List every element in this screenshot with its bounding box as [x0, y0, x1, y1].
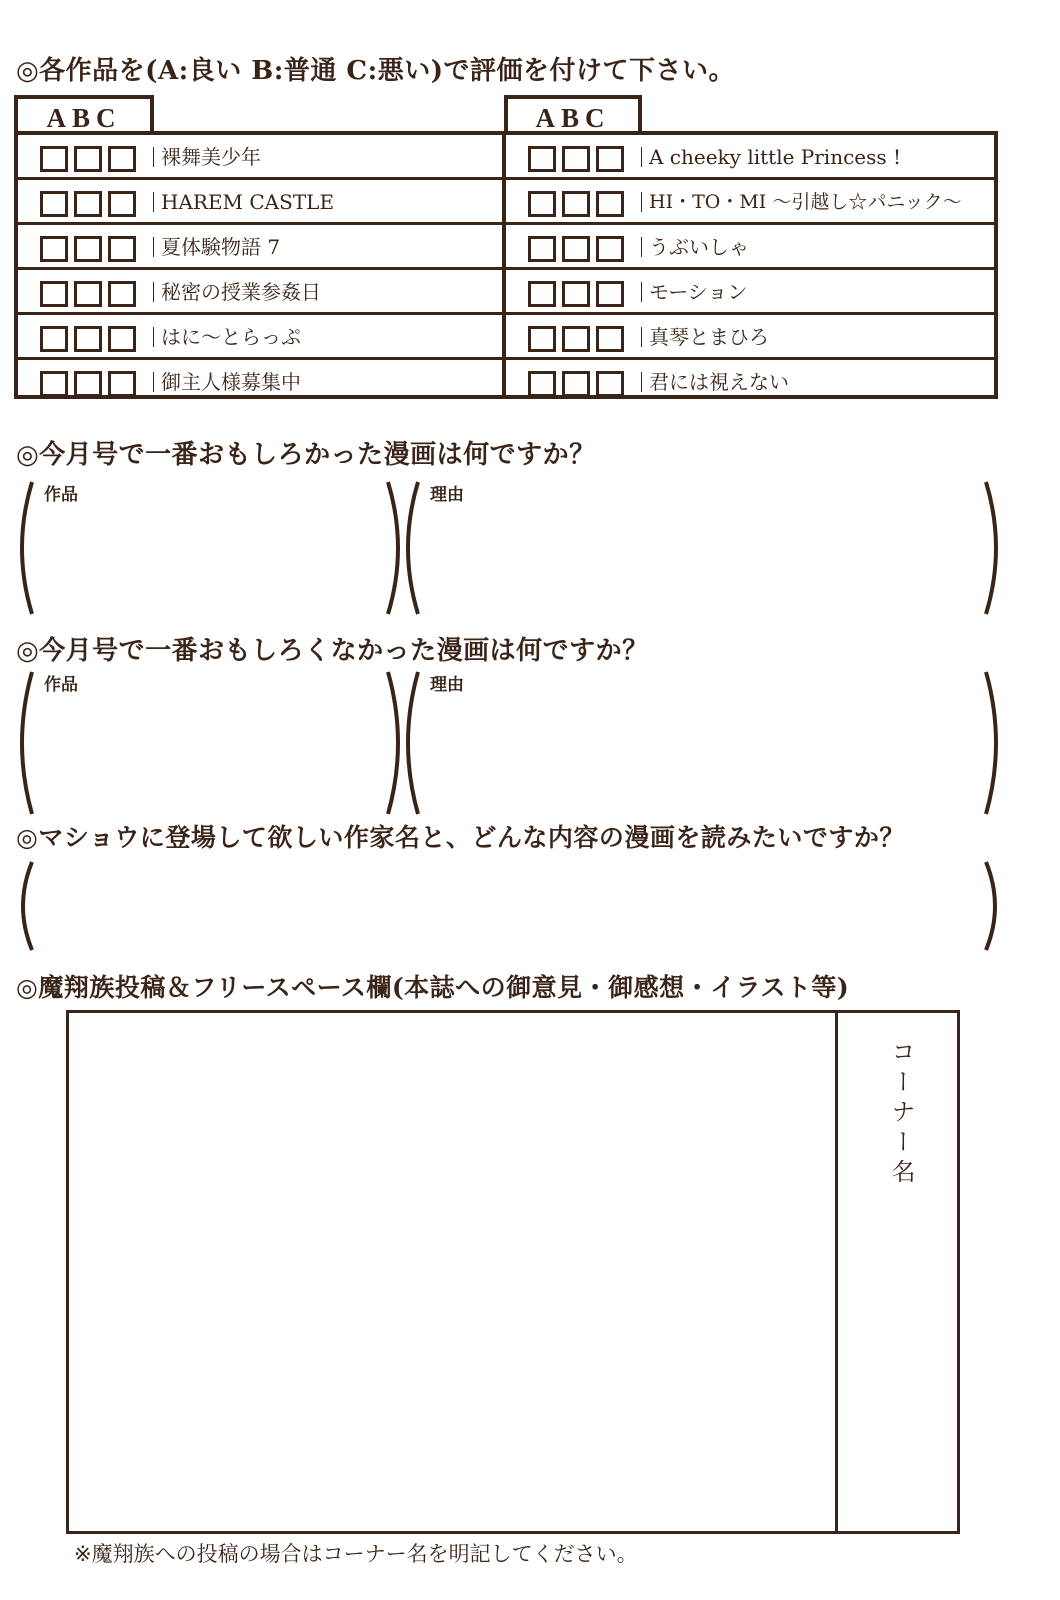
- row-divider: [641, 147, 642, 167]
- rating-checkbox-b[interactable]: [74, 146, 102, 172]
- rating-checkboxes: [40, 146, 136, 172]
- rating-checkboxes: [528, 326, 624, 352]
- best-manga-answer-area: [10, 478, 1000, 618]
- rating-checkbox-b[interactable]: [74, 236, 102, 262]
- row-divider: [153, 237, 154, 257]
- rating-checkbox-b[interactable]: [74, 371, 102, 397]
- work-title: 夏体験物語 7: [161, 235, 281, 259]
- abc-header-right: ABC: [504, 95, 642, 135]
- rating-checkbox-c[interactable]: [108, 326, 136, 352]
- row-divider: [641, 192, 642, 212]
- rating-checkbox-a[interactable]: [40, 236, 68, 262]
- work-title: A cheeky little Princess !: [649, 145, 902, 169]
- work-title: 秘密の授業参姦日: [161, 280, 321, 304]
- best-manga-work-input[interactable]: [46, 508, 380, 612]
- rating-checkboxes: [40, 326, 136, 352]
- rating-checkbox-c[interactable]: [596, 281, 624, 307]
- corner-name-column: [835, 1013, 960, 1531]
- row-divider: [153, 192, 154, 212]
- rating-checkbox-b[interactable]: [74, 281, 102, 307]
- rating-checkbox-a[interactable]: [528, 191, 556, 217]
- row-divider: [153, 282, 154, 302]
- free-space-box: [66, 1010, 960, 1534]
- rating-checkboxes: [528, 146, 624, 172]
- rating-checkbox-b[interactable]: [74, 191, 102, 217]
- work-title: はに〜とらっぷ: [161, 325, 301, 349]
- best-manga-reason-label: 理由: [430, 485, 464, 505]
- author-request-answer-area: [10, 858, 1000, 954]
- free-space-footnote: ※魔翔族への投稿の場合はコーナー名を明記してください。: [74, 1542, 638, 1566]
- work-title: HAREM CASTLE: [161, 190, 335, 214]
- work-title: HI・TO・MI 〜引越し☆パニック〜: [649, 191, 962, 213]
- rating-row-right-1: [506, 135, 994, 180]
- corner-name-label: コーナー名: [887, 1039, 915, 1189]
- rating-row-left-5: [18, 315, 502, 360]
- rating-row-right-3: [506, 225, 994, 270]
- row-divider: [153, 327, 154, 347]
- rating-checkbox-a[interactable]: [528, 236, 556, 262]
- rating-checkbox-b[interactable]: [74, 326, 102, 352]
- rating-row-left-6: [18, 360, 502, 405]
- rating-checkboxes: [40, 236, 136, 262]
- rating-checkbox-a[interactable]: [40, 146, 68, 172]
- rating-row-right-2: [506, 180, 994, 225]
- rating-checkboxes: [528, 191, 624, 217]
- rating-checkboxes: [528, 281, 624, 307]
- rating-checkbox-b[interactable]: [562, 326, 590, 352]
- rating-checkbox-c[interactable]: [596, 191, 624, 217]
- rating-checkbox-c[interactable]: [108, 191, 136, 217]
- worst-manga-question: ◎今月号で一番おもしろくなかった漫画は何ですか？: [16, 636, 649, 666]
- rating-row-right-4: [506, 270, 994, 315]
- row-divider: [153, 372, 154, 392]
- free-space-input[interactable]: [75, 1019, 831, 1529]
- worst-manga-work-label: 作品: [44, 675, 78, 695]
- worst-manga-reason-label: 理由: [430, 675, 464, 695]
- work-title: うぶいしゃ: [649, 235, 749, 259]
- best-manga-reason-input[interactable]: [432, 508, 976, 612]
- rating-checkbox-a[interactable]: [528, 326, 556, 352]
- author-request-question: ◎マショウに登場して欲しい作家名と、どんな内容の漫画を読みたいですか？: [16, 823, 905, 852]
- rating-checkbox-a[interactable]: [528, 281, 556, 307]
- author-request-input[interactable]: [46, 868, 970, 948]
- rating-checkbox-a[interactable]: [40, 281, 68, 307]
- rating-checkbox-a[interactable]: [40, 191, 68, 217]
- rating-checkbox-c[interactable]: [596, 371, 624, 397]
- rating-checkbox-b[interactable]: [562, 191, 590, 217]
- abc-header-left: ABC: [14, 95, 154, 135]
- rating-checkbox-a[interactable]: [40, 326, 68, 352]
- row-divider: [641, 372, 642, 392]
- rating-row-left-3: [18, 225, 502, 270]
- rating-row-left-2: [18, 180, 502, 225]
- corner-name-input[interactable]: [844, 1183, 956, 1527]
- free-space-heading: ◎魔翔族投稿＆フリースペース欄(本誌への御意見・御感想・イラスト等): [16, 973, 850, 1002]
- work-title: 真琴とまひろ: [649, 325, 769, 349]
- rating-checkboxes: [40, 371, 136, 397]
- row-divider: [641, 327, 642, 347]
- work-title: モーション: [649, 280, 748, 304]
- rating-row-right-5: [506, 315, 994, 360]
- rating-checkbox-a[interactable]: [528, 146, 556, 172]
- rating-table-right: [502, 131, 998, 399]
- row-divider: [641, 237, 642, 257]
- rating-checkbox-c[interactable]: [596, 236, 624, 262]
- rating-checkbox-c[interactable]: [108, 146, 136, 172]
- rating-checkbox-a[interactable]: [528, 371, 556, 397]
- rating-table-left: [14, 131, 506, 399]
- rating-checkbox-b[interactable]: [562, 281, 590, 307]
- rating-checkboxes: [528, 236, 624, 262]
- best-manga-question: ◎今月号で一番おもしろかった漫画は何ですか？: [16, 440, 596, 470]
- work-title: 御主人様募集中: [161, 370, 301, 394]
- work-title: 裸舞美少年: [161, 145, 261, 169]
- rating-checkboxes: [40, 191, 136, 217]
- rating-checkboxes: [40, 281, 136, 307]
- rating-checkbox-c[interactable]: [108, 236, 136, 262]
- rating-row-right-6: [506, 360, 994, 405]
- rating-checkbox-c[interactable]: [108, 371, 136, 397]
- rating-row-left-1: [18, 135, 502, 180]
- rating-checkbox-c[interactable]: [108, 281, 136, 307]
- row-divider: [153, 147, 154, 167]
- best-manga-work-label: 作品: [44, 485, 78, 505]
- worst-manga-reason-input[interactable]: [432, 698, 976, 812]
- rating-checkbox-c[interactable]: [596, 146, 624, 172]
- rating-checkboxes: [528, 371, 624, 397]
- rating-checkbox-c[interactable]: [596, 326, 624, 352]
- worst-manga-answer-area: [10, 668, 1000, 818]
- work-title: 君には視えない: [649, 370, 789, 394]
- rating-row-left-4: [18, 270, 502, 315]
- rating-checkbox-a[interactable]: [40, 371, 68, 397]
- rating-checkbox-b[interactable]: [562, 146, 590, 172]
- worst-manga-work-input[interactable]: [46, 698, 380, 812]
- rating-checkbox-b[interactable]: [562, 236, 590, 262]
- rating-checkbox-b[interactable]: [562, 371, 590, 397]
- row-divider: [641, 282, 642, 302]
- rating-heading: ◎各作品を(A:良い B:普通 C:悪い)で評価を付けて下さい。: [16, 56, 736, 86]
